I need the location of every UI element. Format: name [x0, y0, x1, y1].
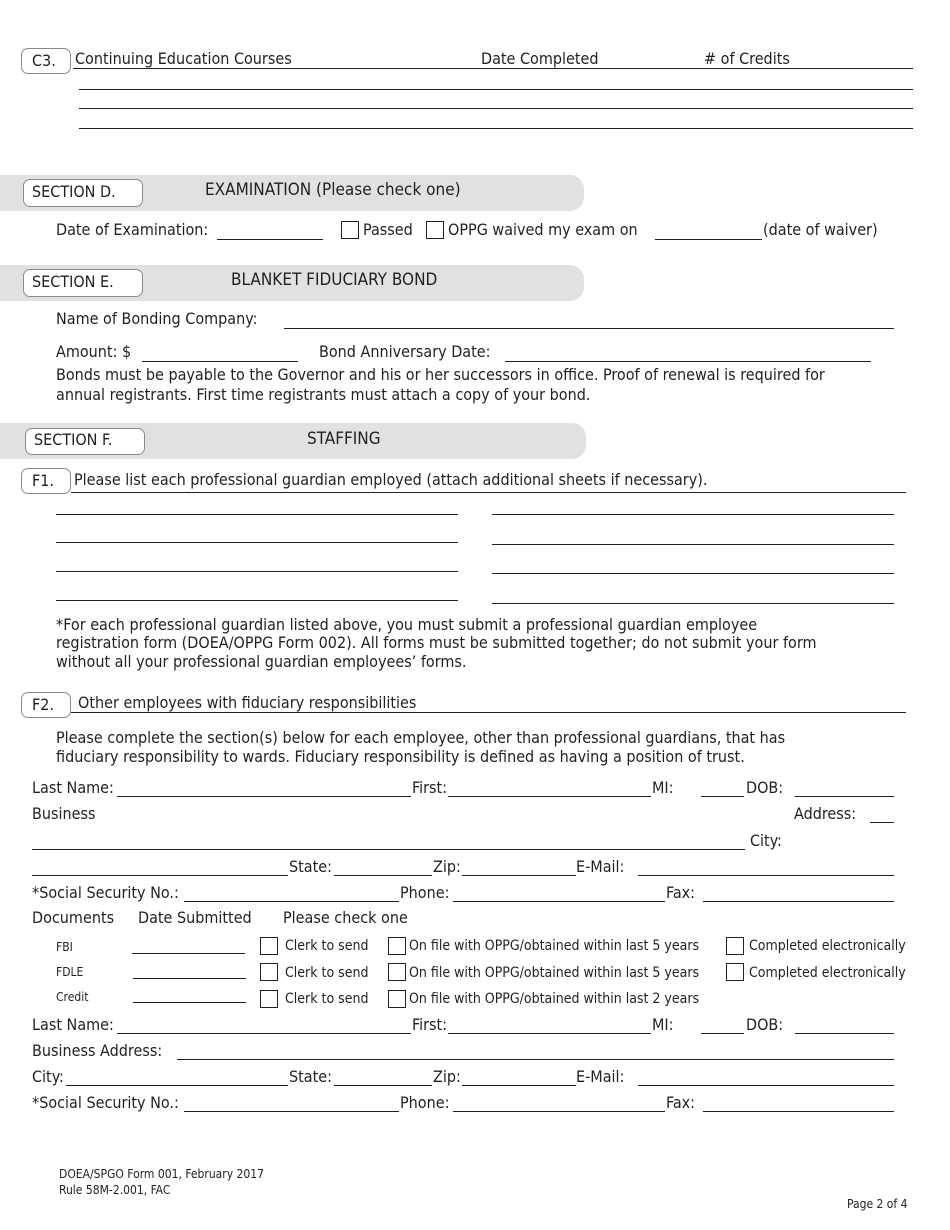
f1-note-line-2: registration form (DOEA/OPPG Form 002). All forms must be submitted together; do not submit your form — [56, 633, 817, 652]
c3-course-line-3[interactable] — [79, 128, 913, 129]
section-e-title: BLANKET FIDUCIARY BOND — [231, 270, 438, 290]
guardian-line-right-1[interactable] — [492, 514, 894, 515]
emp1-zip-label: Zip: — [433, 857, 461, 876]
emp2-city-label: City: — [32, 1067, 64, 1086]
f2-underline — [71, 712, 906, 713]
passed-checkbox[interactable] — [341, 221, 359, 239]
emp2-dob-field[interactable] — [795, 1033, 894, 1034]
f2-title: Other employees with fiduciary responsibilities — [78, 693, 417, 712]
guardian-line-right-4[interactable] — [492, 603, 894, 604]
emp2-zip-label: Zip: — [433, 1067, 461, 1086]
footer-rule: Rule 58M-2.001, FAC — [59, 1183, 171, 1197]
emp1-business-label: Business — [32, 804, 96, 823]
emp1-zip-field[interactable] — [462, 875, 576, 876]
f1-note-line-1: *For each professional guardian listed above, you must submit a professional guardian employee — [56, 615, 758, 634]
passed-label: Passed — [363, 220, 413, 239]
emp1-email-field[interactable] — [638, 875, 894, 876]
emp1-address-label: Address: — [794, 804, 857, 823]
c3-date-column-header: Date Completed — [481, 49, 599, 68]
fbi-on-file-label: On file with OPPG/obtained within last 5 years — [409, 938, 700, 954]
fbi-electronic-label: Completed electronically — [749, 938, 906, 954]
f1-instruction: Please list each professional guardian employed (attach additional sheets if necessary). — [74, 470, 708, 489]
credit-clerk-checkbox[interactable] — [260, 990, 278, 1008]
guardian-line-left-2[interactable] — [56, 542, 458, 543]
exam-date-field[interactable] — [217, 239, 323, 240]
emp2-last-name-field[interactable] — [117, 1033, 411, 1034]
emp1-city-label: City: — [750, 831, 782, 850]
doc-row-fbi-label: FBI — [56, 940, 73, 954]
doc-row-fbi-date-field[interactable] — [132, 953, 245, 954]
fbi-clerk-label: Clerk to send — [285, 938, 369, 954]
emp1-ssn-field[interactable] — [184, 901, 399, 902]
emp1-email-label: E-Mail: — [576, 857, 625, 876]
exam-date-label: Date of Examination: — [56, 220, 209, 239]
emp1-phone-label: Phone: — [400, 883, 450, 902]
emp1-state-field[interactable] — [334, 875, 432, 876]
emp1-last-name-field[interactable] — [117, 796, 411, 797]
fbi-on-file-checkbox[interactable] — [388, 937, 406, 955]
fdle-on-file-label: On file with OPPG/obtained within last 5 years — [409, 965, 700, 981]
emp1-mi-label: MI: — [652, 778, 674, 797]
date-submitted-header: Date Submitted — [138, 908, 252, 927]
doc-row-fdle-label: FDLE — [56, 965, 84, 979]
emp2-dob-label: DOB: — [746, 1015, 784, 1034]
emp2-mi-field[interactable] — [701, 1033, 744, 1034]
emp2-first-field[interactable] — [448, 1033, 651, 1034]
emp1-address-field-stub[interactable] — [870, 822, 894, 823]
bond-note-line-2: annual registrants. First time registrants must attach a copy of your bond. — [56, 385, 591, 404]
guardian-line-left-3[interactable] — [56, 571, 458, 572]
footer-page-number: Page 2 of 4 — [847, 1197, 908, 1211]
credit-clerk-label: Clerk to send — [285, 991, 369, 1007]
emp1-mi-field[interactable] — [701, 796, 744, 797]
guardian-line-left-1[interactable] — [56, 514, 458, 515]
doc-row-fdle-date-field[interactable] — [133, 978, 246, 979]
f1-note-line-3: without all your professional guardian employees’ forms. — [56, 652, 467, 671]
emp1-last-name-label: Last Name: — [32, 778, 114, 797]
doc-row-credit-date-field[interactable] — [133, 1002, 246, 1003]
waived-checkbox[interactable] — [426, 221, 444, 239]
emp1-city-field[interactable] — [32, 875, 288, 876]
guardian-line-left-4[interactable] — [56, 600, 458, 601]
fbi-electronic-checkbox[interactable] — [726, 937, 744, 955]
f2-number-badge: F2. — [21, 692, 71, 718]
c3-header-underline — [73, 68, 913, 69]
section-d-title: EXAMINATION (Please check one) — [205, 180, 461, 200]
c3-course-line-1[interactable] — [79, 89, 913, 90]
fdle-clerk-label: Clerk to send — [285, 965, 369, 981]
guardian-line-right-2[interactable] — [492, 544, 894, 545]
credit-on-file-checkbox[interactable] — [388, 990, 406, 1008]
amount-field[interactable] — [142, 361, 298, 362]
c3-title: Continuing Education Courses — [75, 49, 292, 68]
emp2-business-address-label: Business Address: — [32, 1041, 163, 1060]
c3-course-line-2[interactable] — [79, 108, 913, 109]
waived-label: OPPG waived my exam on — [448, 220, 638, 239]
emp1-dob-field[interactable] — [795, 796, 894, 797]
emp2-ssn-label: *Social Security No.: — [32, 1093, 179, 1112]
emp1-fax-label: Fax: — [666, 883, 695, 902]
emp1-ssn-label: *Social Security No.: — [32, 883, 179, 902]
emp2-zip-field[interactable] — [462, 1085, 576, 1086]
c3-credits-column-header: # of Credits — [704, 49, 790, 68]
c3-number-badge: C3. — [21, 48, 71, 74]
anniversary-date-field[interactable] — [505, 361, 871, 362]
amount-label: Amount: $ — [56, 342, 132, 361]
emp2-state-label: State: — [289, 1067, 332, 1086]
fdle-clerk-checkbox[interactable] — [260, 963, 278, 981]
emp1-fax-field[interactable] — [703, 901, 894, 902]
emp2-fax-field[interactable] — [703, 1111, 894, 1112]
emp2-ssn-field[interactable] — [184, 1111, 399, 1112]
f1-underline — [71, 492, 906, 493]
footer-form-id: DOEA/SPGO Form 001, February 2017 — [59, 1167, 264, 1181]
emp1-first-label: First: — [412, 778, 448, 797]
guardian-line-right-3[interactable] — [492, 573, 894, 574]
emp1-phone-field[interactable] — [453, 901, 665, 902]
please-check-header: Please check one — [283, 908, 408, 927]
emp2-fax-label: Fax: — [666, 1093, 695, 1112]
anniversary-date-label: Bond Anniversary Date: — [319, 342, 491, 361]
fdle-on-file-checkbox[interactable] — [388, 963, 406, 981]
section-f-title: STAFFING — [307, 429, 381, 449]
bonding-company-field[interactable] — [284, 328, 894, 329]
bond-note-line-1: Bonds must be payable to the Governor and his or her successors in office. Proof of renewal is required for — [56, 365, 825, 384]
fdle-electronic-checkbox[interactable] — [726, 963, 744, 981]
f1-number-badge: F1. — [21, 468, 71, 494]
emp2-business-address-field[interactable] — [177, 1059, 894, 1060]
emp2-first-label: First: — [412, 1015, 448, 1034]
emp1-first-field[interactable] — [448, 796, 651, 797]
emp2-state-field[interactable] — [334, 1085, 432, 1086]
section-f-label: SECTION F. — [25, 428, 145, 455]
emp2-email-field[interactable] — [638, 1085, 894, 1086]
credit-on-file-label: On file with OPPG/obtained within last 2 years — [409, 991, 700, 1007]
emp1-business-address-field[interactable] — [32, 849, 745, 850]
section-e-label: SECTION E. — [23, 269, 143, 297]
doc-row-credit-label: Credit — [56, 990, 89, 1004]
emp2-phone-field[interactable] — [453, 1111, 665, 1112]
emp2-last-name-label: Last Name: — [32, 1015, 114, 1034]
section-d-label: SECTION D. — [23, 179, 143, 207]
emp2-mi-label: MI: — [652, 1015, 674, 1034]
emp2-email-label: E-Mail: — [576, 1067, 625, 1086]
fbi-clerk-checkbox[interactable] — [260, 937, 278, 955]
emp1-state-label: State: — [289, 857, 332, 876]
f2-paragraph-line-1: Please complete the section(s) below for each employee, other than professional guardians, that has — [56, 728, 786, 747]
waiver-date-suffix: (date of waiver) — [763, 220, 878, 239]
f2-paragraph-line-2: fiduciary responsibility to wards. Fiduciary responsibility is defined as having a position of trust. — [56, 747, 745, 766]
emp2-phone-label: Phone: — [400, 1093, 450, 1112]
emp2-city-field[interactable] — [66, 1085, 288, 1086]
bonding-company-label: Name of Bonding Company: — [56, 309, 258, 328]
waiver-date-field[interactable] — [655, 239, 762, 240]
fdle-electronic-label: Completed electronically — [749, 965, 906, 981]
documents-header: Documents — [32, 908, 115, 927]
emp1-dob-label: DOB: — [746, 778, 784, 797]
